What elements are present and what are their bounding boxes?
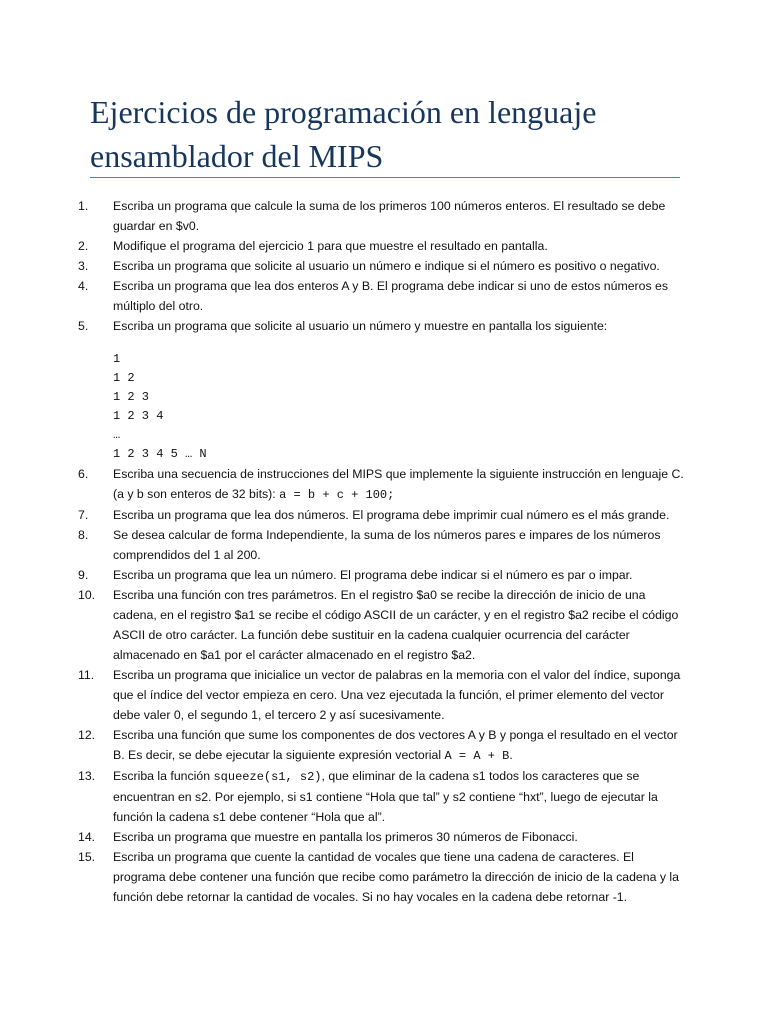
exercise-text <box>113 728 678 762</box>
exercise-text <box>113 568 632 582</box>
text-run: , que eliminar de la cadena s1 todos los caracteres que se encuentran en s2. Por ejemplo, si s1 contiene “Hola que tal” y s2 contiene “hxt”, luego de ejecutar la función la cadena s1 debe contener “Hola que al”. <box>113 769 658 824</box>
title-underline <box>90 177 680 178</box>
exercise-number: 4. <box>78 279 89 293</box>
code-snippet: squeeze(s1, s2) <box>213 770 322 784</box>
exercise-number: 1. <box>78 199 89 213</box>
exercise-item <box>78 196 688 236</box>
pyramid-row: 1 2 3 <box>113 390 150 404</box>
text-run: Escriba un programa que lea dos números. El programa debe imprimir cual número es el más grande. <box>113 508 670 522</box>
exercise-item <box>78 565 688 585</box>
text-run: Escriba un programa que inicialice un vector de palabras en la memoria con el valor del índice, suponga que el índice del vector empieza en cero. Una vez ejecutada la función, el primer elemento del vector debe valer 0, el segundo 1, el tercero 2 y así sucesivamente. <box>113 668 681 722</box>
exercise-text <box>113 239 548 253</box>
text-run: . <box>509 748 513 762</box>
exercise-item <box>78 827 688 847</box>
exercise-number: 15. <box>78 850 96 864</box>
exercise-number: 3. <box>78 259 89 273</box>
exercise-number: 12. <box>78 728 96 742</box>
exercise-item <box>78 766 688 827</box>
text-run: Modifique el programa del ejercicio 1 para que muestre el resultado en pantalla. <box>113 239 548 253</box>
exercise-number: 10. <box>78 588 96 602</box>
exercise-text <box>113 508 669 522</box>
pyramid-row: 1 <box>113 352 121 366</box>
text-run: Se desea calcular de forma Independiente, la suma de los números pares e impares de los números comprendidos del 1 al 200. <box>113 528 661 562</box>
exercise-number: 6. <box>78 467 89 481</box>
exercise-text <box>113 588 678 662</box>
pyramid-row: … <box>113 428 121 442</box>
document-title: Ejercicios de programación en lenguaje ensamblador del MIPS <box>90 94 597 174</box>
exercise-number: 13. <box>78 769 96 783</box>
code-snippet: a = b + c + 100; <box>279 488 395 502</box>
exercise-item <box>78 585 688 665</box>
exercise-text <box>113 259 660 273</box>
exercise-text <box>113 668 680 722</box>
text-run: Escriba una función que sume los componentes de dos vectores A y B y ponga el resultado en el vector B. Es decir, se debe ejecutar la siguiente expresión vectorial <box>113 728 678 762</box>
text-run: Escriba un programa que lea un número. El programa debe indicar si el número es par o impar. <box>113 568 633 582</box>
exercise-item <box>78 665 688 725</box>
exercise-text <box>113 199 665 233</box>
exercise-text <box>113 528 661 562</box>
text-run: Escriba un programa que cuente la cantidad de vocales que tiene una cadena de caracteres. El programa debe contener una función que recibe como parámetro la dirección de inicio de la cadena y la función debe retornar la cantidad de vocales. Si no hay vocales en la cadena debe retornar -1. <box>113 850 680 904</box>
exercise-item <box>78 256 688 276</box>
text-run: Escriba una secuencia de instrucciones del MIPS que implemente la siguiente instrucción en lenguaje C. (a y b son enteros de 32 bits): <box>113 467 684 501</box>
exercise-number: 8. <box>78 528 89 542</box>
text-run: Escriba un programa que solicite al usuario un número y muestre en pantalla los siguiente: <box>113 319 608 333</box>
text-run: Escriba la función <box>113 769 214 783</box>
pyramid-row: 1 2 3 4 5 … N <box>113 447 207 461</box>
text-run: Escriba un programa que solicite al usuario un número e indique si el número es positivo o negativo. <box>113 259 660 273</box>
exercise-item <box>78 464 688 505</box>
exercise-number: 9. <box>78 568 89 582</box>
exercise-text <box>113 279 668 313</box>
text-run: Escriba un programa que calcule la suma de los primeros 100 números enteros. El resultado se debe guardar en $v0. <box>113 199 666 233</box>
exercise-number: 14. <box>78 830 96 844</box>
text-run: Escriba un programa que lea dos enteros A y B. El programa debe indicar si uno de estos números es múltiplo del otro. <box>113 279 669 313</box>
pyramid-row: 1 2 3 4 <box>113 409 164 423</box>
exercise-item <box>78 236 688 256</box>
exercise-item <box>78 276 688 316</box>
exercise-text <box>113 319 607 333</box>
exercise-number: 2. <box>78 239 89 253</box>
exercise-list <box>78 196 688 907</box>
exercise-text <box>113 769 658 824</box>
exercise-number: 11. <box>78 668 95 682</box>
exercise-text <box>113 850 679 904</box>
code-snippet: A = A + B <box>444 749 510 763</box>
number-pyramid <box>113 350 688 464</box>
exercise-text <box>113 467 684 501</box>
exercise-text <box>113 830 578 844</box>
exercise-item <box>78 525 688 565</box>
exercise-number: 7. <box>78 508 89 522</box>
exercise-item <box>78 505 688 525</box>
exercise-number: 5. <box>78 319 89 333</box>
exercise-item <box>78 847 688 907</box>
exercise-item <box>78 316 688 464</box>
text-run: Escriba una función con tres parámetros. En el registro $a0 se recibe la dirección de inicio de una cadena, en el registro $a1 se recibe el código ASCII de un carácter, y en el registro $a2 recibe el código ASCII de otro carácter. La función debe sustituir en la cadena cualquier ocurrencia del carácter almacenado en $a1 por el carácter almacenado en el registro $a2. <box>113 588 679 662</box>
text-run: Escriba un programa que muestre en pantalla los primeros 30 números de Fibonacci. <box>113 830 578 844</box>
pyramid-row: 1 2 <box>113 371 135 385</box>
exercise-item <box>78 725 688 766</box>
